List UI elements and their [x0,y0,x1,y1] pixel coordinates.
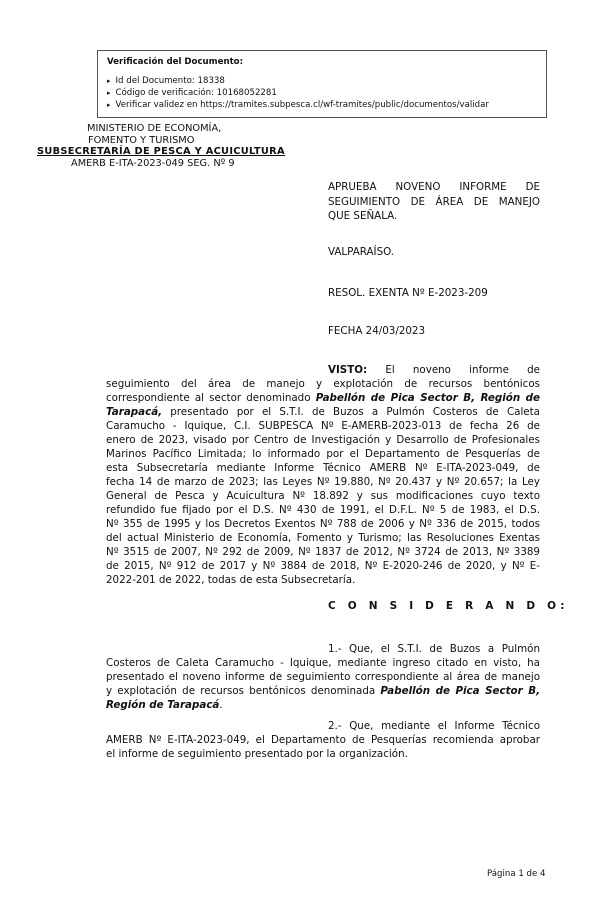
subject-line-2: SEGUIMIENTO DE ÁREA DE MANEJO [328,195,540,208]
document-id: ▸ Id del Documento: 18338 [107,75,489,87]
considerando-paragraph-2: 2.- Que, mediante el Informe Técnico AMERB Nº E-ITA-2023-049, el Departamento de Pesquerías recomienda aprobar el informe de seguimiento presentado por la organización. [106,720,540,760]
ministry-line-1: MINISTERIO DE ECONOMÍA, [87,123,222,134]
place: VALPARAÍSO. [328,246,395,258]
visto-paragraph: VISTO: El noveno informe de seguimiento del área de manejo y explotación de recursos bentónicos correspondiente al sector denominado Pabellón de Pica Sector B, Región de Tarapacá, presentado por el S.T.I. de Buzos a Pulmón Costeros de Caleta Caramucho - Iquique, C.I. SUBPESCA Nº E-AMERB-2023-013 de fecha 26 de enero de 2023, visado por Centro de Investigación y Desarrollo de Profesionales Marinos Pacífico Limitada; lo informado por el Departamento de Pesquerías de esta Subsecretaría mediante Informe Técnico AMERB Nº E-ITA-2023-049, de fecha 14 de marzo de 2023; las Leyes Nº 19.880, Nº 20.437 y Nº 20.657; la Ley General de Pesca y Acuicultura Nº 18.892 y sus modificaciones cuyo texto refundido fue fijado por el D.S. Nº 430 de 1991, el D.F.L. Nº 5 de 1983, el D.S. Nº 355 de 1995 y los Decretos Exentos Nº 788 de 2006 y Nº 336 de 2015, todos del actual Ministerio de Economía, Fomento y Turismo; las Resoluciones Exentas Nº 3515 de 2007, Nº 292 de 2009, Nº 1837 de 2012, Nº 3724 de 2013, Nº 3389 de 2015, Nº 912 de 2017 y Nº 3884 de 2018, Nº E-2020-246 de 2020, y Nº E- 2022-201 de 2022, todas de esta Subsecretaría. [106,364,540,586]
subject-line-3: QUE SEÑALA. [328,210,398,222]
verification-link[interactable]: ▸ Verificar validez en https://tramites.subpesca.cl/wf-tramites/public/documentos/validar [107,99,489,111]
subsecretaria-title: SUBSECRETARÍA DE PESCA Y ACUICULTURA [37,146,285,157]
ministry-line-2: FOMENTO Y TURISMO [88,135,195,146]
subject [328,180,540,224]
considerando-paragraph-1: 1.- Que, el S.T.I. de Buzos a Pulmón Costeros de Caleta Caramucho - Iquique, mediante ingreso citado en visto, ha presentado el noveno informe de seguimiento correspondiente al área de manejo y explotación de recursos bentónicos denominada Pabellón de Pica Sector B, Región de Tarapacá. [106,643,540,711]
region-name: Tarapacá, [106,406,163,418]
page-number: Página 1 de 4 [487,869,546,879]
verification-box [97,50,547,118]
document-reference: AMERB E-ITA-2023-049 SEG. Nº 9 [71,158,235,169]
visto-label: VISTO: [328,364,368,376]
verification-list [107,75,489,111]
resolution-date: FECHA 24/03/2023 [328,325,426,337]
subject-line-1: APRUEBA NOVENO INFORME DE [328,181,540,193]
verification-title: Verificación del Documento: [107,57,244,67]
visto-line-1: VISTO: El noveno informe de [328,364,540,376]
area-name: Pabellón de Pica Sector B, Región de [315,392,540,404]
verification-code: ▸ Código de verificación: 10168052281 [107,87,489,99]
resolution-number: RESOL. EXENTA Nº E-2023-209 [328,287,488,299]
considerando-heading: C O N S I D E R A N D O: [328,600,569,612]
